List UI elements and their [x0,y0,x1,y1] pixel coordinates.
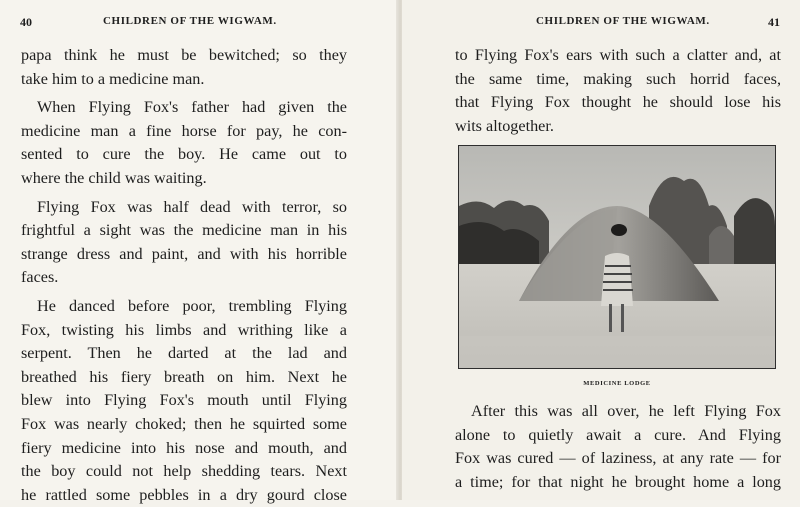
text-line: the same time, making such horrid faces, [455,69,781,88]
left-running-head: CHILDREN OF THE WIGWAM. [103,15,277,27]
text-line: strange dress and paint, and with his horrible [21,244,347,263]
text-line: he rattled some pebbles in a dry gourd close [21,485,347,504]
text-line: Flying Fox was half dead with terror, so [37,197,347,216]
right-page-number: 41 [768,15,780,29]
text-line: faces. [21,268,59,287]
text-line: Fox was cured — of laziness, at any rate — for [455,449,781,468]
text-line: where the child was waiting. [21,168,207,187]
left-page-body [21,44,347,507]
text-line: take him to a medicine man. [21,69,205,88]
left-page-number: 40 [20,15,32,29]
right-page-top-text [455,44,781,138]
text-line: wits altogether. [455,116,554,135]
right-running-head: CHILDREN OF THE WIGWAM. [536,15,710,27]
text-line: After this was all over, he left Flying Fox [471,402,781,420]
text-line: that Flying Fox thought he should lose his [455,93,781,112]
text-line: fiery medicine into his nose and mouth, and [21,438,347,457]
text-line: breathed his fiery breath on him. Next he [21,367,347,386]
text-line: the boy could not help shedding tears. Next [21,462,347,481]
text-line: Fox was nearly choked; then he squirted some [21,414,347,433]
text-line: papa think he must be bewitched; so they [21,46,347,64]
text-line: He danced before poor, trembling Flying [37,296,347,315]
text-line: medicine man a fine horse for pay, he con- [21,121,347,140]
figure-caption: MEDICINE LODGE [583,380,651,387]
text-line: When Flying Fox's father had given the [37,98,347,117]
text-line: alone to quietly await a cure. And Flying [455,425,781,444]
text-line: serpent. Then he darted at the lad and [21,344,347,363]
right-page-bottom-text [455,400,781,494]
text-line: frightful a sight was the medicine man in his [21,221,347,240]
text-line: to Flying Fox's ears with such a clatter and, at [455,46,781,64]
text-line: sented to cure the boy. He came out to [21,145,347,164]
medicine-lodge-illustration [458,145,776,369]
left-page [0,0,398,504]
text-line: a time; for that night he brought home a long [455,472,781,491]
text-line: Fox, twisting his limbs and writhing like a [21,320,347,339]
text-line: blew into Flying Fox's mouth until Flying [21,391,347,410]
